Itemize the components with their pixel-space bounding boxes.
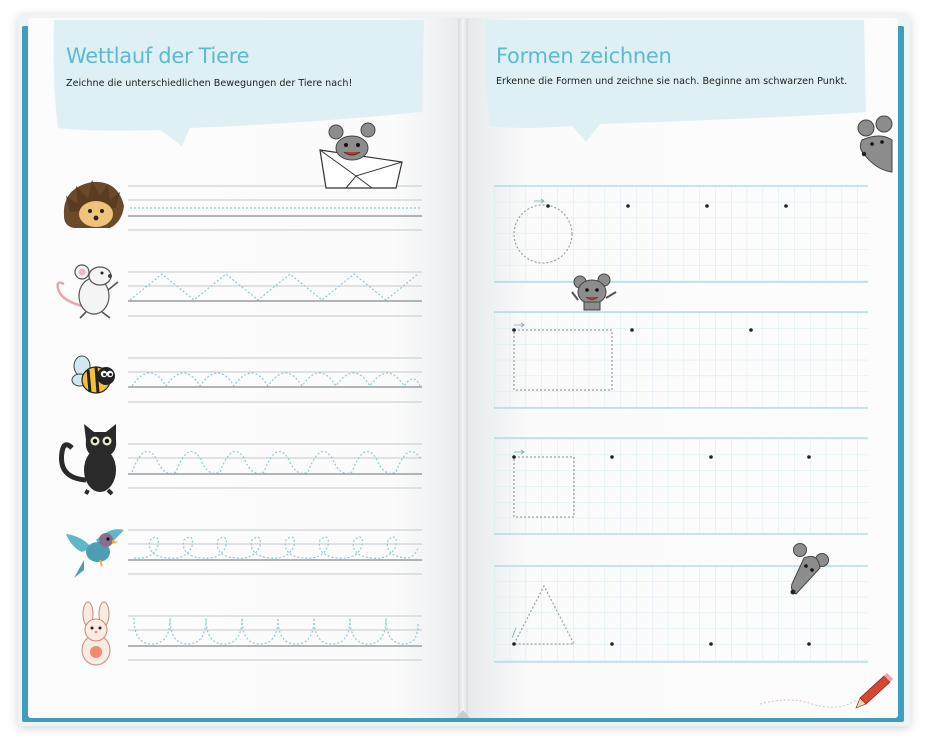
left-page-title: Wettlauf der Tiere xyxy=(66,44,250,68)
left-page-instruction: Zeichne die unterschiedlichen Bewegungen der Tiere nach! xyxy=(66,78,353,89)
right-page-title: Formen zeichnen xyxy=(496,44,672,68)
right-page-instruction: Erkenne die Formen und zeichne sie nach. Beginne am schwarzen Punkt. xyxy=(496,76,848,87)
